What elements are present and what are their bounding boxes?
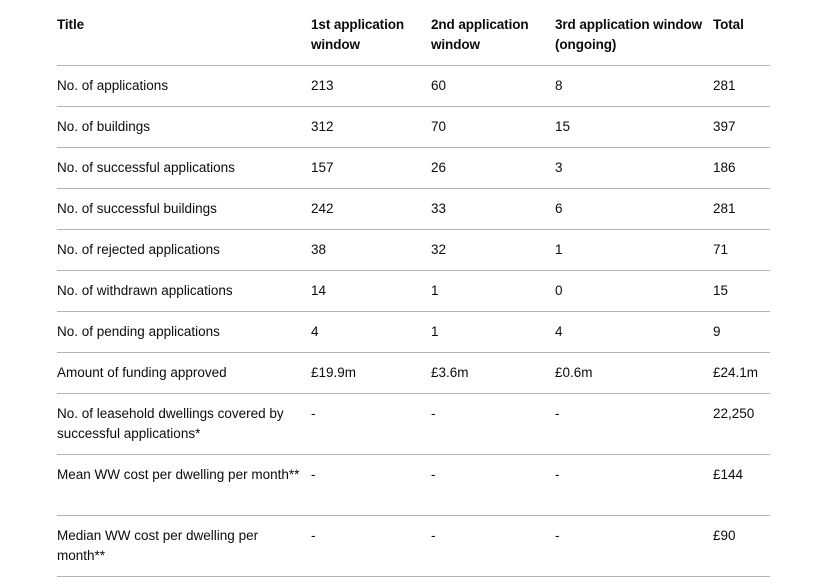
cell-2nd-window: 32	[431, 230, 555, 271]
row-title: No. of buildings	[57, 107, 311, 148]
table-row	[57, 271, 770, 312]
cell-total: 9	[713, 312, 770, 353]
cell-1st-window: £19.9m	[311, 353, 431, 394]
cell-2nd-window: £3.6m	[431, 353, 555, 394]
cell-1st-window: 38	[311, 230, 431, 271]
cell-total: £24.1m	[713, 353, 770, 394]
cell-1st-window: 242	[311, 189, 431, 230]
cell-2nd-window: 70	[431, 107, 555, 148]
row-title: Amount of funding approved	[57, 353, 311, 394]
row-title: No. of leasehold dwellings covered by successful applications*	[57, 394, 311, 455]
cell-2nd-window: -	[431, 516, 555, 577]
cell-3rd-window: 1	[555, 230, 713, 271]
cell-1st-window: 4	[311, 312, 431, 353]
table-row	[57, 107, 770, 148]
table-row	[57, 230, 770, 271]
cell-total: 281	[713, 189, 770, 230]
table-header-row	[57, 14, 770, 66]
cell-2nd-window: -	[431, 394, 555, 455]
statistics-table	[57, 14, 770, 577]
cell-total: 15	[713, 271, 770, 312]
cell-1st-window: -	[311, 455, 431, 516]
cell-3rd-window: 15	[555, 107, 713, 148]
header-2nd-window: 2nd application window	[431, 14, 555, 66]
cell-1st-window: 312	[311, 107, 431, 148]
table-row	[57, 189, 770, 230]
table-row	[57, 455, 770, 516]
cell-3rd-window: 0	[555, 271, 713, 312]
cell-3rd-window: -	[555, 394, 713, 455]
cell-3rd-window: 3	[555, 148, 713, 189]
cell-total: 71	[713, 230, 770, 271]
row-title: No. of rejected applications	[57, 230, 311, 271]
cell-3rd-window: £0.6m	[555, 353, 713, 394]
cell-1st-window: 213	[311, 66, 431, 107]
cell-1st-window: -	[311, 516, 431, 577]
cell-total: 22,250	[713, 394, 770, 455]
row-title: Median WW cost per dwelling per month**	[57, 516, 311, 577]
cell-2nd-window: -	[431, 455, 555, 516]
row-title: No. of applications	[57, 66, 311, 107]
cell-2nd-window: 60	[431, 66, 555, 107]
cell-3rd-window: 8	[555, 66, 713, 107]
table-row	[57, 394, 770, 455]
cell-2nd-window: 1	[431, 271, 555, 312]
cell-total: £144	[713, 455, 770, 516]
cell-1st-window: -	[311, 394, 431, 455]
cell-total: 397	[713, 107, 770, 148]
cell-2nd-window: 33	[431, 189, 555, 230]
table-row	[57, 148, 770, 189]
table-row	[57, 353, 770, 394]
cell-3rd-window: 6	[555, 189, 713, 230]
header-total: Total	[713, 14, 770, 66]
row-title: No. of successful buildings	[57, 189, 311, 230]
cell-3rd-window: -	[555, 516, 713, 577]
cell-1st-window: 157	[311, 148, 431, 189]
cell-1st-window: 14	[311, 271, 431, 312]
header-title: Title	[57, 14, 311, 66]
row-title: No. of successful applications	[57, 148, 311, 189]
row-title: No. of pending applications	[57, 312, 311, 353]
table-row	[57, 516, 770, 577]
cell-2nd-window: 1	[431, 312, 555, 353]
table-row	[57, 66, 770, 107]
table-body	[57, 66, 770, 577]
cell-3rd-window: 4	[555, 312, 713, 353]
header-3rd-window: 3rd application window (ongoing)	[555, 14, 713, 66]
header-1st-window: 1st application window	[311, 14, 431, 66]
row-title: Mean WW cost per dwelling per month**	[57, 455, 311, 516]
cell-2nd-window: 26	[431, 148, 555, 189]
cell-total: 186	[713, 148, 770, 189]
row-title: No. of withdrawn applications	[57, 271, 311, 312]
cell-total: £90	[713, 516, 770, 577]
table-row	[57, 312, 770, 353]
cell-3rd-window: -	[555, 455, 713, 516]
statistics-table-container	[57, 14, 770, 577]
cell-total: 281	[713, 66, 770, 107]
